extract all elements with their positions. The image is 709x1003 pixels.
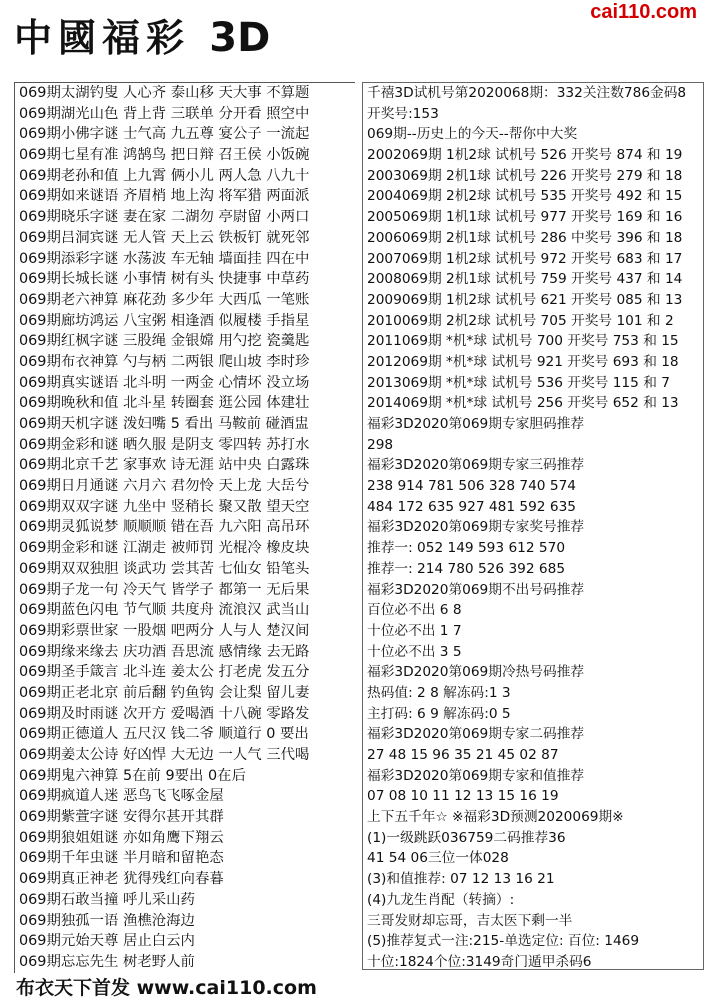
prediction-line: 2006069期 2机1球 试机号 286 中奖号 396 和 18 [367,229,683,246]
prediction-line: (4)九龙生肖配（转摘）: [367,891,515,908]
prediction-line: 福彩3D2020第069期专家和值推荐 [367,767,585,784]
riddle-line: 069期布衣神算 勺与柄 二两银 爬山坡 李时珍 [19,353,310,370]
riddle-line: 069期石敢当撞 呼儿采山药 [19,891,195,908]
prediction-line: (3)和值推荐: 07 12 13 16 21 [367,871,555,888]
riddle-line: 069期添彩字谜 水荡波 车无轴 墙面挂 四在中 [19,250,310,267]
riddle-line: 069期晚秋和值 北斗星 转圈套 逛公园 体建壮 [19,395,310,412]
riddle-line: 069期及时雨谜 次开方 爱喝酒 十八碗 零路发 [19,705,310,722]
prediction-line: 百位必不出 6 8 [367,602,462,619]
prediction-line: 福彩3D2020第069期专家奖号推荐 [367,519,585,536]
prediction-line: 2010069期 2机2球 试机号 705 开奖号 101 和 2 [367,312,674,329]
prediction-line: 三哥发财却忘哥，吉太医下剩一半 [367,912,573,929]
riddle-line: 069期真正神老 犹得残红向春暮 [19,871,224,888]
riddle-line: 069期老孙和值 上九霄 俩小儿 两人急 八九十 [19,167,310,184]
prediction-line: 2002069期 1机2球 试机号 526 开奖号 874 和 19 [367,147,683,164]
prediction-line: 福彩3D2020第069期不出号码推荐 [367,581,585,598]
riddle-line: 069期正德道人 五尺汉 钱二爷 顺道行 0 要出 [19,726,309,743]
prediction-panel [362,82,704,970]
prediction-line: (1)一级跳跃036759二码推荐36 [367,829,566,846]
prediction-line: 福彩3D2020第069期专家三码推荐 [367,457,585,474]
riddle-line: 069期太湖钓叟 人心齐 泰山移 天大事 不算题 [19,85,310,101]
prediction-line: 298 [367,436,394,453]
prediction-line: 2009069期 1机2球 试机号 621 开奖号 085 和 13 [367,291,683,308]
riddle-line: 069期老六神算 麻花劲 多少年 大西瓜 一笔账 [19,291,310,308]
prediction-line: 福彩3D2020第069期冷热号码推荐 [367,664,585,681]
page-header [0,0,709,68]
riddle-line: 069期紫萱字谜 安得尔甚开其群 [19,809,224,826]
riddle-line: 069期忘忘先生 树老野人前 [19,953,195,970]
riddle-line: 069期长城长谜 小事情 树有头 快捷事 中草药 [19,271,310,288]
prediction-line: 41 54 06三位一体028 [367,850,509,867]
riddle-line: 069期独孤一语 渔樵沧海边 [19,912,195,929]
prediction-line: 千禧3D试机号第2020068期：332关注数786金码8 [367,85,687,101]
riddle-line: 069期如来谜语 齐眉梢 地上沟 将军猎 两面派 [19,188,310,205]
riddle-line: 069期七星有准 鸿鹄鸟 把日辩 召王侯 小饭碗 [19,147,310,164]
riddle-line: 069期天机字谜 泼妇嘴 5 看出 马鞍前 碰酒盅 [19,416,309,432]
prediction-line: 上下五千年☆ ※福彩3D预测2020069期※ [367,809,624,826]
riddle-line: 069期晓乐字谜 妻在家 二湖勿 亭尉留 小两口 [19,209,310,226]
riddle-line: 069期廊坊鸿运 八宝粥 相逢酒 似履楼 手指星 [19,312,310,329]
prediction-line: 十位必不出 3 5 [367,643,462,660]
prediction-line: 推荐一: 214 780 526 392 685 [367,560,566,577]
riddle-line: 069期缘来缘去 庆功酒 吾思流 感情缘 去无路 [19,643,310,660]
riddle-line: 069期金彩和谜 晒久服 是阴支 零四转 苏打水 [19,436,310,453]
riddle-line: 069期灵狐说梦 顺顺顺 错在吾 九六阳 高吊环 [19,519,310,536]
prediction-line: 福彩3D2020第069期专家二码推荐 [367,726,585,743]
riddle-line: 069期湖光山色 背上背 三联单 分开看 照空中 [19,105,310,122]
riddle-line: 069期双双字谜 九坐中 竖稍长 聚又散 望天空 [19,498,310,515]
prediction-line: 2011069期 *机*球 试机号 700 开奖号 753 和 15 [367,333,679,350]
prediction-line: 07 08 10 11 12 13 15 16 19 [367,788,559,805]
prediction-line: 2003069期 2机1球 试机号 226 开奖号 279 和 18 [367,167,683,184]
riddle-line: 069期子龙一句 冷天气 皆学子 都第一 无后果 [19,581,310,598]
logo-text: 中國福彩 [14,15,191,60]
riddle-line: 069期疯道人迷 恶鸟飞飞啄金屋 [19,788,224,805]
prediction-line: 热码值: 2 8 解冻码:1 3 [367,684,511,701]
riddle-line: 069期蓝色闪电 节气顺 共度舟 流浪汉 武当山 [19,602,310,619]
site-tag: cai110.com [590,1,697,23]
prediction-line: 238 914 781 506 328 740 574 [367,478,576,495]
riddle-line: 069期北京千艺 家事欢 诗无涯 站中央 白露珠 [19,457,310,474]
prediction-line: 2007069期 1机2球 试机号 972 开奖号 683 和 17 [367,250,683,267]
riddle-line: 069期姜太公诗 好凶悍 大无边 一人气 三代喝 [19,747,310,763]
riddle-line: 069期正老北京 前后翻 钓鱼钩 会让梨 留儿妻 [19,684,310,701]
riddle-line: 069期小佛字谜 士气高 九五尊 宴公子 一流起 [19,126,310,143]
riddle-line: 069期双双独胆 谈武功 尝其苦 七仙女 铅笔头 [19,560,310,577]
prediction-line: 069期--历史上的今天--帮你中大奖 [367,126,578,143]
riddle-list [14,82,355,973]
riddle-line: 069期红枫字谜 三股绳 金银嫦 用勺挖 瓷羹匙 [19,333,310,350]
prediction-line: 十位必不出 1 7 [367,622,462,639]
prediction-line: 主打码: 6 9 解冻码:0 5 [367,705,511,722]
prediction-line: 推荐一: 052 149 593 612 570 [367,540,566,557]
prediction-line: 2008069期 2机1球 试机号 759 开奖号 437 和 14 [367,271,683,288]
prediction-line: 2014069期 *机*球 试机号 256 开奖号 652 和 13 [367,395,679,412]
prediction-line: 2004069期 2机2球 试机号 535 开奖号 492 和 15 [367,188,683,205]
prediction-line: 27 48 15 96 35 21 45 02 87 [367,747,559,763]
logo-3d: 3D [209,15,271,61]
logo [14,16,270,60]
riddle-line: 069期真实谜语 北斗明 一两金 心情坏 没立场 [19,374,310,391]
footer-watermark: 布衣天下首发 www.cai110.com [16,977,317,999]
riddle-line: 069期日月通谜 六月六 君勿怜 天上龙 大岳兮 [19,478,310,495]
riddle-line: 069期鬼六神算 5在前 9要出 0在后 [19,767,246,784]
prediction-line: 开奖号:153 [367,105,439,122]
prediction-line: (5)推荐复式一注:215-单选定位: 百位: 1469 [367,933,640,950]
riddle-line: 069期彩票世家 一股烟 吧两分 人与人 楚汉间 [19,622,310,639]
riddle-line: 069期圣手箴言 北斗连 姜太公 打老虎 发五分 [19,664,310,681]
prediction-line: 2012069期 *机*球 试机号 921 开奖号 693 和 18 [367,353,679,370]
riddle-line: 069期元始天尊 居止白云内 [19,933,195,950]
riddle-line: 069期狼姐姐谜 亦如角鹰下翔云 [19,829,224,846]
riddle-line: 069期金彩和谜 江湖走 被师罚 光棍冷 橡皮块 [19,540,310,557]
prediction-line: 2005069期 1机1球 试机号 977 开奖号 169 和 16 [367,209,683,226]
prediction-line: 484 172 635 927 481 592 635 [367,498,576,515]
prediction-line: 2013069期 *机*球 试机号 536 开奖号 115 和 7 [367,374,670,391]
prediction-line: 福彩3D2020第069期专家胆码推荐 [367,416,585,432]
riddle-line: 069期吕洞宾谜 无人管 天上云 铁板钉 就死邻 [19,229,310,246]
prediction-line: 十位:1824个位:3149奇门遁甲杀码6 [367,953,592,970]
riddle-line: 069期千年虫谜 半月暗和留艳态 [19,850,224,867]
